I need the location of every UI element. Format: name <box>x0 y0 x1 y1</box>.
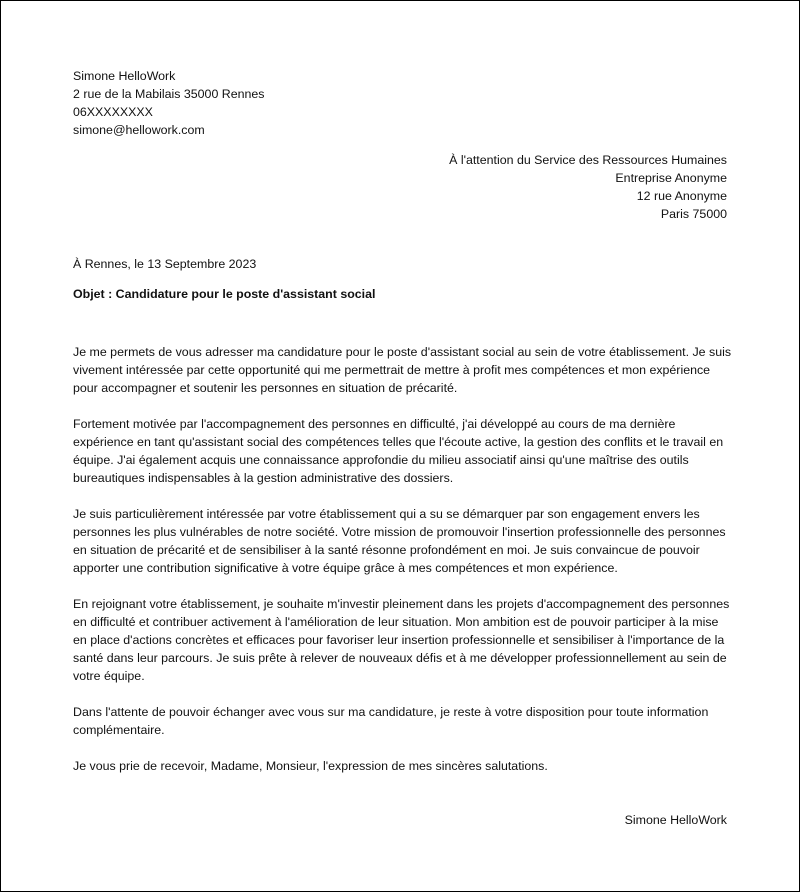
recipient-attention: À l'attention du Service des Ressources Humaines <box>449 153 727 167</box>
body-paragraph: En rejoignant votre établissement, je souhaite m'investir pleinement dans les projets d'accompagnement des personnes en difficulté et contribuer activement à l'amélioration de leur situation. Mon ambition est de pouvoir participer à la mise en place d'actions concrètes et efficaces pour favoriser leur insertion professionnelle et sensibiliser à l'importance de la santé dans leur parcours. Je suis prête à relever de nouveaux défis et à me développer professionnellement au sein de votre équipe. <box>73 597 730 683</box>
date-line: À Rennes, le 13 Septembre 2023 <box>73 257 257 271</box>
signature: Simone HelloWork <box>624 813 727 827</box>
recipient-city: Paris 75000 <box>660 207 727 221</box>
recipient-block <box>307 151 727 223</box>
letter-body <box>73 343 733 793</box>
subject-line: Objet : Candidature pour le poste d'assistant social <box>73 287 376 301</box>
sender-block <box>73 67 473 139</box>
sender-phone: 06XXXXXXXX <box>73 105 153 119</box>
recipient-company: Entreprise Anonyme <box>615 171 727 185</box>
sender-email: simone@hellowork.com <box>73 123 205 137</box>
body-paragraph: Je me permets de vous adresser ma candidature pour le poste d'assistant social au sein de votre établissement. Je suis vivement intéressée par cette opportunité qui me permettrait de mettre à profit mes compétences et mon expérience pour accompagner et soutenir les personnes en situation de précarité. <box>73 345 732 395</box>
sender-name: Simone HelloWork <box>73 69 176 83</box>
closing-paragraph: Je vous prie de recevoir, Madame, Monsieur, l'expression de mes sincères salutations. <box>73 759 548 773</box>
sender-address: 2 rue de la Mabilais 35000 Rennes <box>73 87 265 101</box>
body-paragraph: Fortement motivée par l'accompagnement des personnes en difficulté, j'ai développé au cours de ma dernière expérience en tant qu'assistant social des compétences telles que l'écoute active, la gestion des conflits et le travail en équipe. J'ai également acquis une connaissance approfondie du milieu associatif ainsi qu'une maîtrise des outils bureautiques indispensables à la gestion administrative des dossiers. <box>73 417 724 485</box>
recipient-street: 12 rue Anonyme <box>636 189 727 203</box>
body-paragraph: Je suis particulièrement intéressée par votre établissement qui a su se démarquer par son engagement envers les personnes les plus vulnérables de notre société. Votre mission de promouvoir l'insertion professionnelle des personnes en situation de précarité et de sensibiliser à la santé résonne profondément en moi. Je suis convaincue de pouvoir apporter une contribution significative à votre équipe grâce à mes compétences et mon expérience. <box>73 507 726 575</box>
body-paragraph: Dans l'attente de pouvoir échanger avec vous sur ma candidature, je reste à votre disposition pour toute information complémentaire. <box>73 705 709 737</box>
